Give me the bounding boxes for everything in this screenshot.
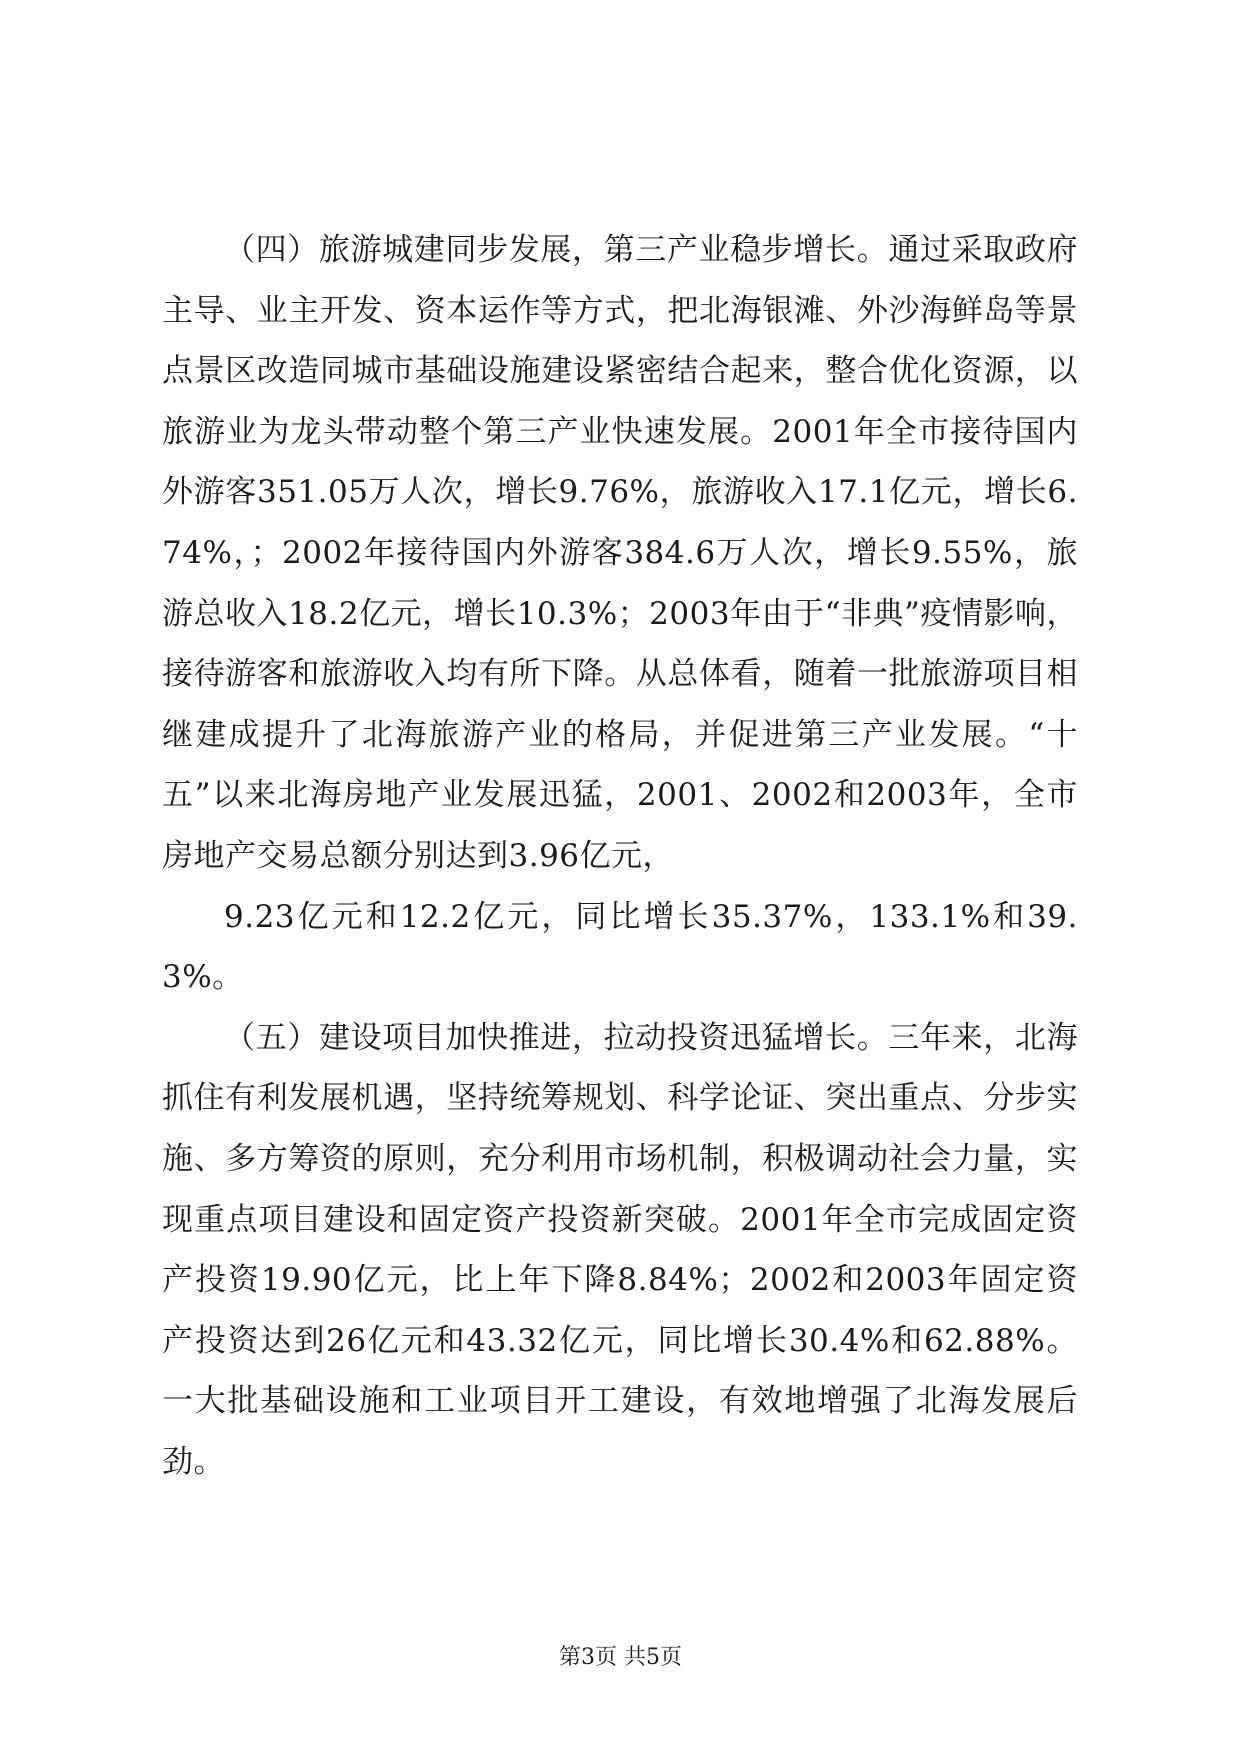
paragraph-tourism: （四）旅游城建同步发展，第三产业稳步增长。通过采取政府主导、业主开发、资本运作等方式，把北海银滩、外沙海鲜岛等景点景区改造同城市基础设施建设紧密结合起来，整合优化资源，以旅游业为龙头带动整个第三产业快速发展。2001年全市接待国内外游客351.05万人次，增长9.76%，旅游收入17.1亿元，增长6.74%，；2002年接待国内外游客384.6万人次，增长9.55%，旅游总收入18.2亿元，增长10.3%；2003年由于“非典”疫情影响，接待游客和旅游收入均有所下降。从总体看，随着一批旅游项目相继建成提升了北海旅游产业的格局，并促进第三产业发展。“十五”以来北海房地产业发展迅猛，2001、2002和2003年，全市房地产交易总额分别达到3.96亿元， (162, 232, 1078, 874)
document-body (162, 220, 1078, 1492)
paragraph-investment: （五）建设项目加快推进，拉动投资迅猛增长。三年来，北海抓住有利发展机遇，坚持统筹规划、科学论证、突出重点、分步实施、多方筹资的原则，充分利用市场机制，积极调动社会力量，实现重点项目建设和固定资产投资新突破。2001年全市完成固定资产投资19.90亿元，比上年下降8.84%；2002和2003年固定资产投资达到26亿元和43.32亿元，同比增长30.4%和62.88%。一大批基础设施和工业项目开工建设，有效地增强了北海发展后劲。 (162, 1019, 1078, 1480)
paragraph-real-estate-figures: 9.23亿元和12.2亿元，同比增长35.37%，133.1%和39.3%。 (162, 898, 1078, 996)
page-footer: 第3页 共5页 (559, 1645, 682, 1670)
